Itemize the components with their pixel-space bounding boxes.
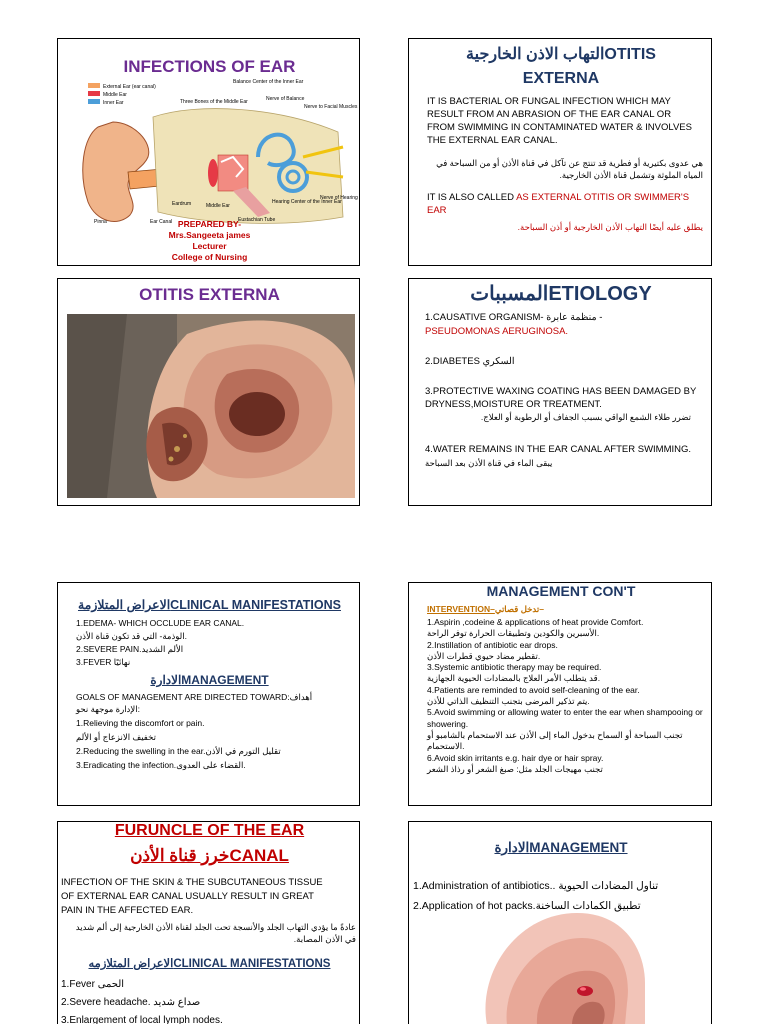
- goal-1: 1.Relieving the discomfort or pain.: [76, 718, 205, 728]
- slide-title: OTITIS EXTERNA: [139, 285, 280, 304]
- title-arabic: التهاب الاذن الخارجية: [466, 46, 605, 63]
- prepared-line: PREPARED BY-: [177, 219, 242, 229]
- slide-management-continued: [408, 582, 712, 806]
- diagram-label: Eardrum: [172, 201, 192, 207]
- also-called-arabic: يطلق عليه أيضًا التهاب الأذن الخارجية أو أذن السباحة.: [517, 222, 703, 232]
- slide-title: [409, 281, 712, 307]
- furuncle-manifestations-heading: [58, 956, 360, 970]
- also-called-names: AS EXTERNAL OTITIS OR SWIMMER'S EAR: [427, 192, 690, 216]
- slide-title-line-1: FURUNCLE OF THE EAR: [114, 822, 305, 839]
- manifestation-item: 3.FEVER نهائيًا: [76, 657, 131, 667]
- infected-ear-photo: [67, 314, 355, 498]
- also-called-prefix: IT IS ALSO CALLED: [427, 192, 517, 203]
- furuncle-manifestation-list: [61, 976, 351, 1024]
- goal-2: 2.Reducing the swelling in the ear.تقليل التورم في الأذن: [76, 746, 281, 756]
- intervention-item: 5.Avoid swimming or allowing water to enter the ear when shampooing or showering.: [427, 707, 703, 729]
- slide-furuncle-of-ear: [57, 821, 360, 1024]
- prepared-line: College of Nursing: [171, 252, 248, 262]
- management-heading: [58, 673, 360, 687]
- manifestation-item: 1.Fever الحمى: [61, 979, 125, 990]
- diagram-label: Hearing Center of the Inner Ear: [272, 199, 342, 205]
- legend-label: External Ear (ear canal): [103, 84, 156, 90]
- diagram-label: Nerve of Hearing: [320, 195, 358, 201]
- heading-arabic: الاعراض المتلازمه: [88, 958, 174, 970]
- intervention-list: [427, 617, 705, 775]
- etiology-item-3-arabic: تضرر طلاء الشمع الواقي بسبب الجفاف أو الرطوبة أو العلاج.: [480, 412, 691, 422]
- title-english-2: EXTERNA: [522, 70, 600, 87]
- diagram-label: Three Bones of the Middle Ear: [180, 99, 248, 105]
- diagram-label: Nerve to Facial Muscles: [304, 104, 358, 110]
- heading-arabic: الادارة: [150, 673, 182, 687]
- goal-3: 3.Eradicating the infection.القضاء على العدوى.: [76, 760, 246, 770]
- heading-english: CLINICAL MANIFESTATIONS: [173, 958, 331, 970]
- slide-otitis-externa-photo: [57, 278, 360, 506]
- slide-etiology: [408, 278, 712, 506]
- slide-infections-of-ear: [57, 38, 360, 266]
- manifestation-item: الوذمة- التي قد تكون قناة الأذن.: [76, 631, 187, 641]
- intervention-item-arabic: تجنب مهيجات الجلد مثل: صبغ الشعر أو رذاذ الشعر: [427, 763, 603, 774]
- prepared-by-block: [58, 219, 360, 263]
- title-english: CANAL: [229, 846, 289, 865]
- intervention-label: INTERVENTION–: [427, 604, 495, 614]
- intervention-item-arabic: تقطير مضاد حيوي قطرات الأذن.: [427, 650, 541, 661]
- diagram-label: Balance Center of the Inner Ear: [233, 79, 304, 85]
- title-arabic: المسببات: [470, 283, 549, 305]
- manifestation-item: 2.Severe headache. صداع شديد: [61, 997, 201, 1008]
- title-english: ETIOLOGY: [548, 283, 652, 305]
- prepared-line: Mrs.Sangeeta james: [168, 230, 251, 240]
- diagram-label: Eustachian Tube: [238, 217, 276, 223]
- etiology-item-2: 2.DIABETES السكري: [425, 356, 515, 367]
- intervention-item: 2.Instillation of antibiotic ear drops.: [427, 639, 558, 650]
- title-arabic: خرز قناة الأذن: [130, 846, 230, 865]
- furuncle-description-arabic: عادةً ما يؤدي التهاب الجلد والأنسجة تحت الجلد لقناة الأذن الخارجية إلى ألم شديد في الأذن المصابة.: [75, 922, 356, 944]
- intervention-heading: [427, 603, 697, 615]
- legend-label: Middle Ear: [103, 92, 127, 98]
- diagram-label: Nerve of Balance: [266, 96, 305, 102]
- slide-title: MANAGEMENT CON'T: [486, 583, 636, 599]
- etiology-item-4: 4.WATER REMAINS IN THE EAR CANAL AFTER SWIMMING.: [425, 444, 692, 455]
- title-arabic: الاعراض المتلازمة: [77, 598, 171, 612]
- management-item: 2.Application of hot packs.تطبيق الكمادات الساخنة: [413, 900, 641, 912]
- intervention-item: 1.Aspirin ,codeine & applications of heat provide Comfort.: [427, 617, 644, 627]
- etiology-item-1: 1.CAUSATIVE ORGANISM- منظمة عابرة -: [425, 312, 603, 323]
- diagram-label: Ear Canal: [150, 219, 173, 225]
- legend-swatch-middle: [88, 91, 100, 96]
- furuncle-ear-photo: [477, 913, 645, 1024]
- diagram-label: Pinna: [94, 219, 107, 225]
- title-english: MANAGEMENT: [529, 840, 628, 855]
- prepared-line: Lecturer: [192, 241, 227, 251]
- slide-clinical-manifestations: [57, 582, 360, 806]
- furuncle-management-list: [413, 876, 709, 916]
- furuncle-description: INFECTION OF THE SKIN & THE SUBCUTANEOUS TISSUE OF EXTERNAL EAR CANAL USUALLY RESULT IN GREAT PAIN IN THE AFFECTED EAR.: [61, 877, 323, 916]
- intervention-item: 4.Patients are reminded to avoid self-cleaning of the ear.: [427, 684, 640, 695]
- diagram-label: Middle Ear: [206, 203, 230, 209]
- intervention-item-arabic: قد يتطلب الأمر العلاج بالمضادات الحيوية الجهازية.: [427, 673, 601, 684]
- legend-swatch-external: [88, 83, 100, 88]
- eardrum-shape: [208, 159, 218, 187]
- intervention-item-arabic: تجنب السباحة أو السماح بدخول الماء إلى الأذن عند الاستحمام بالشامبو أو الاستحمام.: [427, 729, 683, 752]
- definition-text: IT IS BACTERIAL OR FUNGAL INFECTION WHICH MAY RESULT FROM AN ABRASION OF THE EAR CANAL OR FROM SWIMMING IN CONTAMINATED WATER & INVOLVES THE EXTERNAL EAR CANAL.: [427, 96, 692, 146]
- management-goals: GOALS OF MANAGEMENT ARE DIRECTED TOWARD:أهداف الإدارة موجهة نحو:: [76, 692, 313, 714]
- definition-arabic: هي عدوى بكتيرية أو فطرية قد تنتج عن تآكل في قناة الأذن أو من السباحة في المياه الملوثة وتشمل قناة الأذن الخارجية.: [436, 158, 703, 180]
- title-english: OTITIS: [604, 46, 656, 63]
- intervention-arabic: تدخل قصاتي–: [494, 604, 544, 614]
- intervention-item: 3.Systemic antibiotic therapy may be required.: [427, 662, 602, 673]
- ear-anatomy-diagram: [58, 77, 360, 227]
- slide-title: [409, 840, 712, 856]
- manifestation-item: 2.SEVERE PAIN.الألم الشديد: [76, 644, 184, 654]
- intervention-item: 6.Avoid skin irritants e.g. hair dye or hair spray.: [427, 752, 604, 763]
- intervention-item-arabic: الأسبرين والكودين وتطبيقات الحرارة توفر الراحة.: [427, 628, 600, 639]
- legend-label: Inner Ear: [103, 100, 124, 106]
- etiology-item-4-arabic: يبقى الماء في قناة الأذن بعد السباحة: [425, 458, 553, 468]
- slide-otitis-externa-definition: [408, 38, 712, 266]
- title-arabic: الادارة: [494, 840, 530, 855]
- title-english: CLINICAL MANIFESTATIONS: [170, 598, 341, 612]
- slide-title: INFECTIONS OF EAR: [123, 57, 296, 76]
- heading-english: MANAGEMENT: [181, 673, 269, 687]
- slide-title: [409, 43, 712, 91]
- etiology-organism: PSEUDOMONAS AERUGINOSA.: [425, 326, 569, 337]
- intervention-item-arabic: يتم تذكير المرضى بتجنب التنظيف الذاتي للأذن.: [427, 696, 590, 707]
- slide-title: [58, 597, 360, 612]
- manifestation-item: 1.EDEMA- WHICH OCCLUDE EAR CANAL.: [76, 618, 245, 628]
- management-item: 1.Administration of antibiotics.. تناول المضادات الحيوية: [413, 880, 659, 892]
- legend-swatch-inner: [88, 99, 100, 104]
- also-called-text: [427, 191, 699, 217]
- etiology-item-3: 3.PROTECTIVE WAXING COATING HAS BEEN DAMAGED BY DRYNESS,MOISTURE OR TREATMENT.: [425, 386, 697, 410]
- manifestation-item: 3.Enlargement of local lymph nodes.: [61, 1015, 223, 1024]
- slide-title-line-2: [58, 846, 360, 866]
- manifestation-list: [76, 617, 346, 669]
- slide-furuncle-management: [408, 821, 712, 1024]
- goal-1-arabic: تخفيف الانزعاج أو الألم: [76, 732, 156, 742]
